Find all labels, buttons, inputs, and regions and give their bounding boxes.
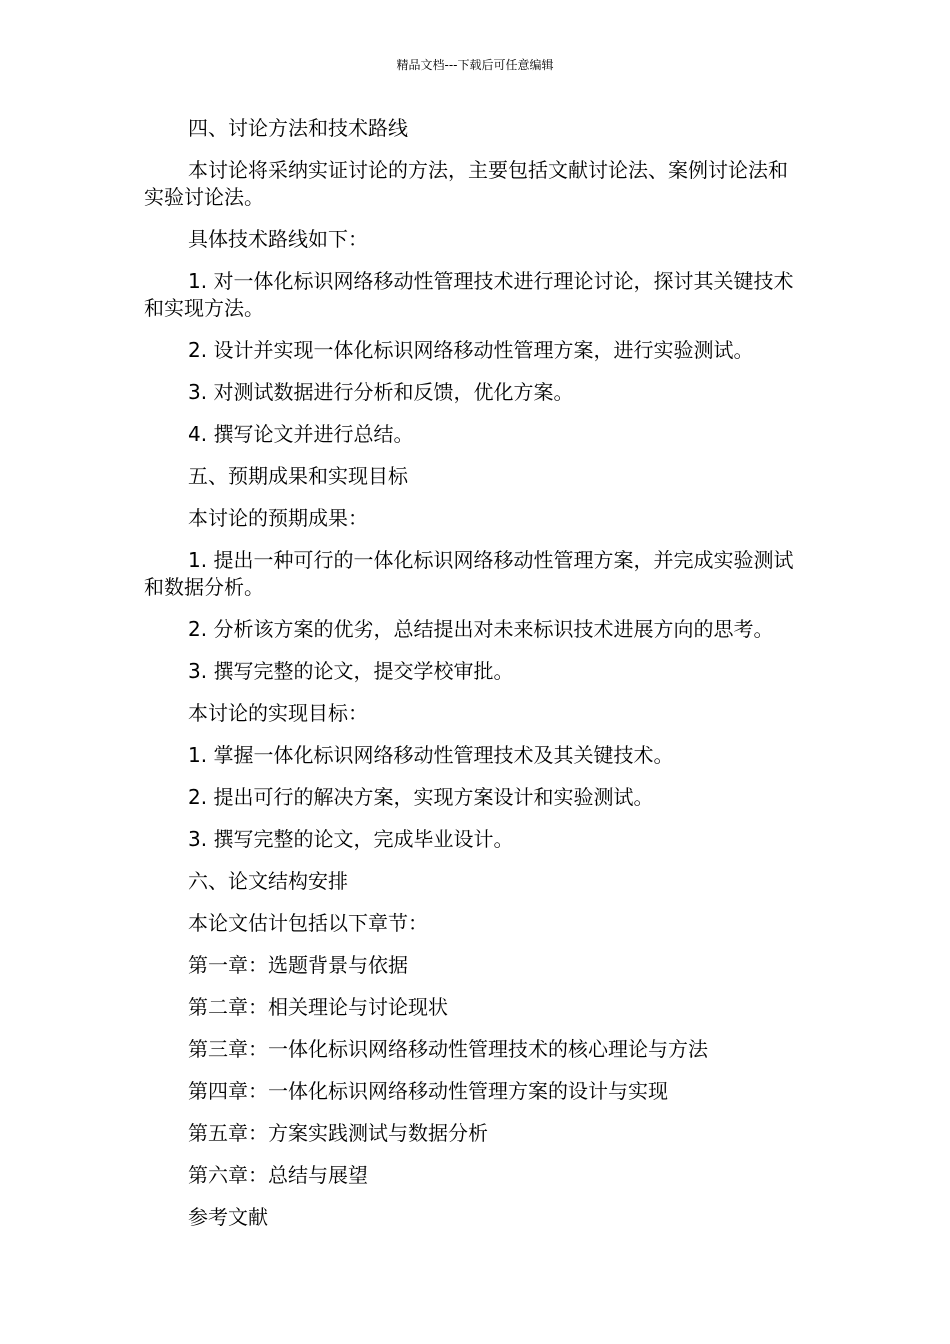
paragraph-goals-intro: 本讨论的实现目标： [188, 701, 368, 725]
list-item-route-2: 2. 设计并实现一体化标识网络移动性管理方案，进行实验测试。 [188, 338, 754, 362]
paragraph-outcomes-intro: 本讨论的预期成果： [188, 506, 368, 530]
list-item-goal-3: 3. 撰写完整的论文，完成毕业设计。 [188, 827, 514, 851]
paragraph-structure-intro: 本论文估计包括以下章节： [188, 911, 428, 935]
list-item-route-1: 1. 对一体化标识网络移动性管理技术进行理论讨论，探讨其关键技术和实现方法。 [144, 269, 794, 320]
list-item-outcome-2: 2. 分析该方案的优劣，总结提出对未来标识技术进展方向的思考。 [188, 617, 774, 641]
chapter-item-references: 参考文献 [188, 1205, 268, 1229]
list-item-route-4: 4. 撰写论文并进行总结。 [188, 422, 414, 446]
list-item-route-3: 3. 对测试数据进行分析和反馈，优化方案。 [188, 380, 574, 404]
section-heading-outcomes: 五、预期成果和实现目标 [188, 464, 408, 488]
list-item-outcome-1: 1. 提出一种可行的一体化标识网络移动性管理方案，并完成实验测试和数据分析。 [144, 548, 794, 599]
chapter-item-3: 第三章：一体化标识网络移动性管理技术的核心理论与方法 [188, 1037, 708, 1061]
paragraph-methods-intro: 本讨论将采纳实证讨论的方法，主要包括文献讨论法、案例讨论法和实验讨论法。 [144, 158, 788, 209]
list-item-outcome-3: 3. 撰写完整的论文，提交学校审批。 [188, 659, 514, 683]
paragraph-route-intro: 具体技术路线如下： [188, 227, 368, 251]
chapter-item-1: 第一章：选题背景与依据 [188, 953, 408, 977]
page-header: 精品文档---下载后可任意编辑 [396, 58, 554, 72]
document-body [144, 115, 804, 1246]
chapter-item-2: 第二章：相关理论与讨论现状 [188, 995, 448, 1019]
section-heading-methods: 四、讨论方法和技术路线 [188, 116, 408, 140]
section-heading-structure: 六、论文结构安排 [188, 869, 348, 893]
chapter-item-5: 第五章：方案实践测试与数据分析 [188, 1121, 488, 1145]
list-item-goal-2: 2. 提出可行的解决方案，实现方案设计和实验测试。 [188, 785, 654, 809]
chapter-item-4: 第四章：一体化标识网络移动性管理方案的设计与实现 [188, 1079, 668, 1103]
list-item-goal-1: 1. 掌握一体化标识网络移动性管理技术及其关键技术。 [188, 743, 674, 767]
chapter-item-6: 第六章：总结与展望 [188, 1163, 368, 1187]
